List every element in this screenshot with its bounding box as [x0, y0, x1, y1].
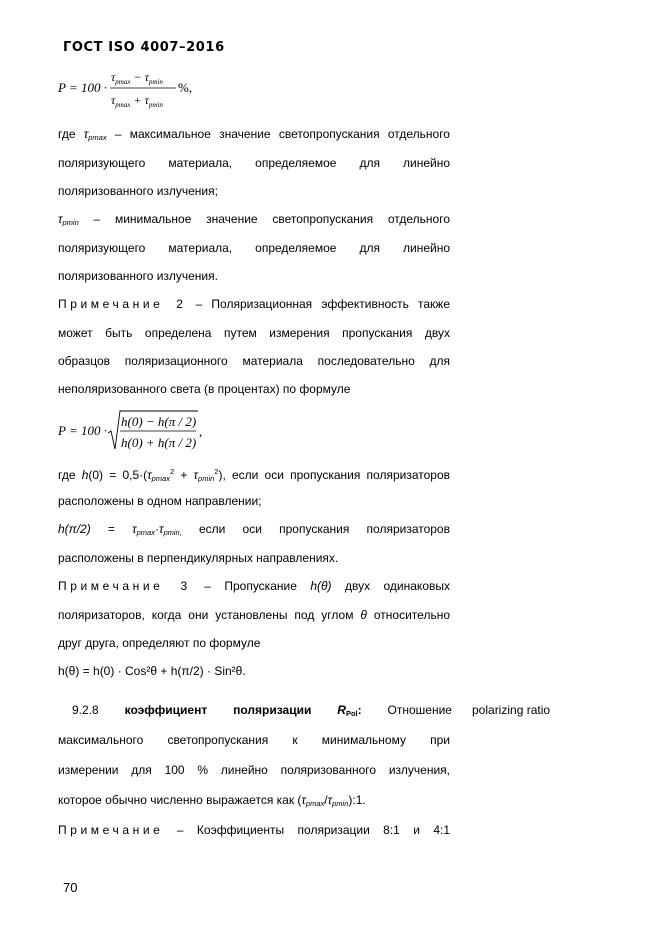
text-line: поляризованного излучения; — [58, 184, 218, 198]
text-line: $\tau_{pmin}$ – минимальное значение светопропускания отдельного — [58, 212, 450, 227]
text-line: расположены в одном направлении; — [58, 494, 262, 508]
text-line: неполяризованного света (в процентах) по формуле — [58, 382, 351, 396]
text-line: поляризующего материала, определяемое для линейно — [58, 156, 450, 170]
text-line: где $h(0) = 0,5\cdot(\tau_{pmax}^2 + \tau_{pmin}^2)$, если оси пропускания поляризаторов — [58, 467, 450, 483]
term-number: 9.2.8 — [72, 703, 99, 717]
formula-1-svg — [58, 66, 208, 110]
text-line: поляризованного излучения. — [58, 269, 218, 283]
formula-1-denominator: $\tau_{pmax} + \tau_{pmin}$ — [111, 93, 163, 109]
note-2-label: Примечание 2 — [58, 297, 187, 311]
text-line: друг друга, определяют по формуле — [58, 636, 261, 650]
note-3-label: Примечание 3 — [58, 579, 191, 593]
text-line: измерении для 100 % линейно поляризованного излучения, — [58, 763, 450, 777]
formula-1-suffix: %, — [178, 80, 193, 95]
text-line: максимального светопропускания к минимальному при — [58, 733, 450, 747]
formula-polarization-efficiency-sqrt — [58, 408, 218, 454]
formula-2-svg — [58, 408, 218, 454]
term-heading: 9.2.8 коэффициент поляризации $R_{Pol}$: Отношение — [72, 703, 452, 718]
formula-2-numerator: h(0) − h(π / 2) — [121, 414, 197, 429]
formula-2-denominator: h(0) + h(π / 2) — [121, 435, 197, 450]
term-name: коэффициент поляризации — [124, 703, 312, 717]
term-symbol: R — [337, 703, 346, 717]
term-english: polarizing ratio — [472, 703, 551, 717]
formula-h-theta: h(θ) = h(0) · Cos²θ + h(π/2) · Sin²θ. — [58, 664, 246, 678]
text-line: которое обычно численно выражается как $(\tau_{pmax}/\tau_{pmin}):1$. — [58, 793, 366, 808]
text-line: может быть определена путем измерения пропускания двух — [58, 326, 450, 340]
formula-polarization-efficiency — [58, 66, 208, 110]
text-line: поляризаторов, когда они установлены под углом θ относительно — [58, 608, 450, 622]
text-line: образцов поляризационного материала последовательно для — [58, 354, 450, 368]
formula-1-lhs: P = 100 · — [58, 80, 107, 95]
text-line: поляризующего материала, определяемое для линейно — [58, 241, 450, 255]
text-line: где $\tau_{pmax}$ – максимальное значение светопропускания отдельного — [58, 127, 450, 142]
formula-2-lhs: P = 100 · — [58, 423, 107, 438]
document-header: ГОСТ ISO 4007–2016 — [63, 40, 225, 55]
term-definition-start: Отношение — [387, 703, 452, 717]
formula-1-numerator: $\tau_{pmax} - \tau_{pmin}$ — [111, 70, 163, 86]
note-line: Примечание – Коэффициенты поляризации 8:1 и 4:1 — [58, 823, 450, 837]
note-2-line: Примечание 2 – Поляризационная эффективность также — [58, 297, 450, 311]
note-label: Примечание — [58, 823, 164, 837]
text-line: $h(\pi/2) = \tau_{pmax}\cdot\tau_{pmin,}$ если оси пропускания поляризаторов — [58, 522, 450, 537]
text-line: расположены в перпендикулярных направлениях. — [58, 551, 339, 565]
note-3-line: Примечание 3 – Пропускание h(θ) двух одинаковых — [58, 579, 450, 593]
formula-2-suffix: , — [199, 424, 203, 439]
page-number: 70 — [63, 880, 78, 895]
